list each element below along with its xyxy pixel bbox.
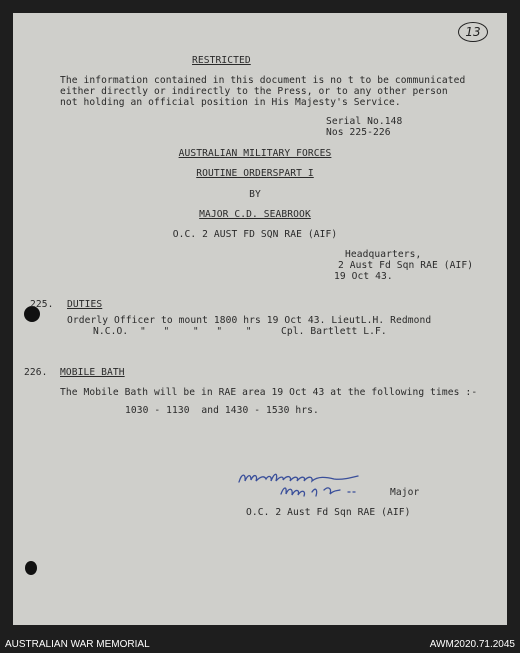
orders-title: ROUTINE ORDERSPART I [196, 168, 314, 179]
signatory-title: O.C. 2 Aust Fd Sqn RAE (AIF) [246, 507, 411, 518]
notice-line-2: either directly or indirectly to the Press, or to any other person [60, 86, 448, 97]
section-225-number: 225. [30, 299, 54, 310]
section-226-times: 1030 - 1130 and 1430 - 1530 hrs. [125, 405, 319, 416]
by-line: BY [249, 189, 261, 200]
page-number: 13 [458, 22, 488, 42]
handwritten-signature [236, 468, 376, 510]
section-225-heading: DUTIES [67, 299, 103, 310]
forces-title: AUSTRALIAN MILITARY FORCES [178, 148, 332, 159]
serial-number: Serial No.148 [326, 116, 403, 127]
order-numbers: Nos 225-226 [326, 127, 391, 138]
section-225-line-2: N.C.O. " " " " " Cpl. Bartlett L.F. [93, 326, 387, 337]
hq-line-1: Headquarters, [345, 249, 422, 260]
section-226-heading: MOBILE BATH [60, 367, 125, 378]
section-225-line-1: Orderly Officer to mount 1800 hrs 19 Oct 43. LieutL.H. Redmond [67, 315, 432, 326]
restricted-heading: RESTRICTED [192, 55, 251, 66]
issuing-officer: MAJOR C.D. SEABROOK [199, 209, 311, 220]
punch-hole-bottom [25, 561, 37, 575]
notice-line-3: not holding an official position in His Majesty's Service. [60, 97, 401, 108]
signatory-rank: Major [390, 487, 420, 498]
section-226-line-1: The Mobile Bath will be in RAE area 19 Oct 43 at the following times :- [60, 387, 478, 398]
footer-accession-number: AWM2020.71.2045 [429, 639, 515, 650]
officer-commanding: O.C. 2 AUST FD SQN RAE (AIF) [172, 229, 338, 240]
notice-line-1: The information contained in this document is no t to be communicated [60, 75, 466, 86]
section-226-number: 226. [24, 367, 48, 378]
hq-line-2: 2 Aust Fd Sqn RAE (AIF) [338, 260, 474, 271]
hq-date: 19 Oct 43. [334, 271, 393, 282]
footer-source: AUSTRALIAN WAR MEMORIAL [5, 639, 150, 650]
